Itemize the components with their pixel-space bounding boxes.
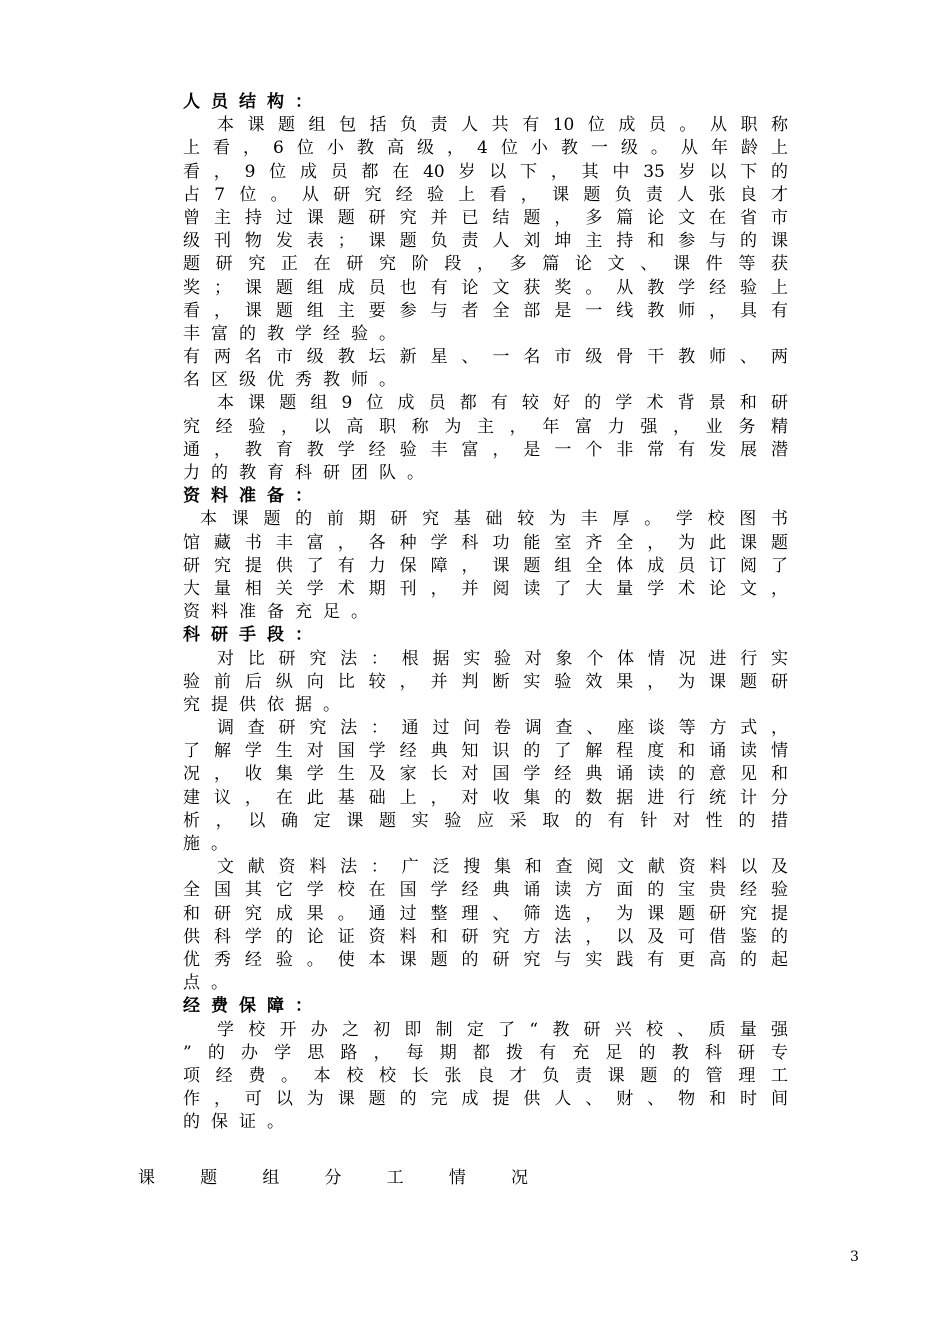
paragraph-line: 奖；课题组成员也有论文获奖。从教学经验上 — [183, 277, 788, 298]
paragraph-line: 丰富的教学经验。 — [183, 323, 407, 344]
section-title-division-of-work — [138, 1167, 528, 1190]
paragraph-line: 看，课题组主要参与者全部是一线教师，具有 — [183, 300, 788, 321]
paragraph-line: 究提供依据。 — [183, 694, 351, 715]
paragraph-line: 本课题组包括负责人共有10位成员。从职称 — [217, 115, 788, 136]
paragraph-line: 析，以确定课题实验应采取的有针对性的措 — [183, 810, 788, 831]
paragraph-line: 对比研究法：根据实验对象个体情况进行实 — [217, 648, 788, 669]
paragraph-line: 有两名市级教坛新星、一名市级骨干教师、两 — [183, 347, 788, 368]
paragraph-line: 曾主持过课题研究并已结题，多篇论文在省市 — [183, 207, 788, 228]
title-character: 况 — [510, 1168, 528, 1188]
paragraph-line: 本课题组9位成员都有较好的学术背景和研 — [217, 393, 788, 414]
section-heading: 科研手段： — [183, 625, 323, 646]
title-character: 组 — [262, 1168, 280, 1188]
paragraph-line: 级刊物发表；课题负责人刘坤主持和参与的课 — [183, 231, 788, 252]
page-number: 3 — [850, 1249, 859, 1265]
paragraph-line: 研究提供了有力保障，课题组全体成员订阅了 — [183, 555, 788, 576]
paragraph-line: 了解学生对国学经典知识的了解程度和诵读情 — [183, 741, 788, 762]
paragraph-line: 资料准备充足。 — [183, 602, 379, 623]
paragraph-line: 项经费。本校校长张良才负责课题的管理工 — [183, 1065, 788, 1086]
paragraph-line: 况，收集学生及家长对国学经典诵读的意见和 — [183, 764, 788, 785]
title-character: 情 — [448, 1168, 466, 1188]
paragraph-line: 供科学的论证资料和研究方法，以及可借鉴的 — [183, 926, 788, 947]
paragraph-line: 点。 — [183, 973, 239, 994]
paragraph-line: 学校开办之初即制定了“教研兴校、质量强 — [217, 1019, 788, 1040]
paragraph-line: 的保证。 — [183, 1112, 295, 1133]
paragraph-line: ”的办学思路，每期都拨有充足的教科研专 — [183, 1042, 788, 1063]
paragraph-line: 力的教育科研团队。 — [183, 463, 435, 483]
paragraph-line: 看，9位成员都在40岁以下，其中35岁以下的 — [183, 161, 788, 182]
paragraph-line: 大量相关学术期刊，并阅读了大量学术论文， — [183, 578, 788, 599]
paragraph-line: 作，可以为课题的完成提供人、财、物和时间 — [183, 1089, 788, 1110]
paragraph-line: 馆藏书丰富，各种学科功能室齐全，为此课题 — [183, 532, 788, 553]
paragraph-line: 和研究成果。通过整理、筛选，为课题研究提 — [183, 903, 788, 924]
paragraph-line: 题研究正在研究阶段，多篇论文、课件等获 — [183, 254, 788, 275]
title-character: 工 — [386, 1168, 404, 1188]
section-heading: 经费保障： — [183, 996, 323, 1017]
paragraph-line: 调查研究法：通过问卷调查、座谈等方式， — [217, 718, 788, 739]
paragraph-line: 建议，在此基础上，对收集的数据进行统计分 — [183, 787, 788, 808]
title-character: 题 — [200, 1168, 218, 1188]
title-character: 分 — [324, 1168, 342, 1188]
paragraph-line: 全国其它学校在国学经典诵读方面的宝贵经验 — [183, 880, 788, 901]
paragraph-line: 优秀经验。使本课题的研究与实践有更高的起 — [183, 949, 788, 970]
paragraph-line: 上看，6位小教高级，4位小教一级。从年龄上 — [183, 138, 788, 159]
paragraph-line: 本课题的前期研究基础较为丰厚。学校图书 — [200, 509, 788, 530]
title-character: 课 — [138, 1168, 155, 1188]
paragraph-line: 施。 — [183, 834, 239, 854]
paragraph-line: 占7位。从研究经验上看，课题负责人张良才 — [183, 184, 788, 205]
paragraph-line: 名区级优秀教师。 — [183, 370, 407, 391]
section-heading: 资料准备： — [183, 486, 323, 507]
section-heading: 人员结构： — [183, 92, 323, 112]
paragraph-line: 通，教育教学经验丰富，是一个非常有发展潜 — [183, 439, 788, 460]
paragraph-line: 验前后纵向比较，并判断实验效果，为课题研 — [183, 671, 788, 692]
paragraph-line: 究经验，以高职称为主，年富力强，业务精 — [183, 416, 788, 437]
paragraph-line: 文献资料法：广泛搜集和查阅文献资料以及 — [217, 857, 788, 878]
document-body — [183, 91, 788, 1134]
